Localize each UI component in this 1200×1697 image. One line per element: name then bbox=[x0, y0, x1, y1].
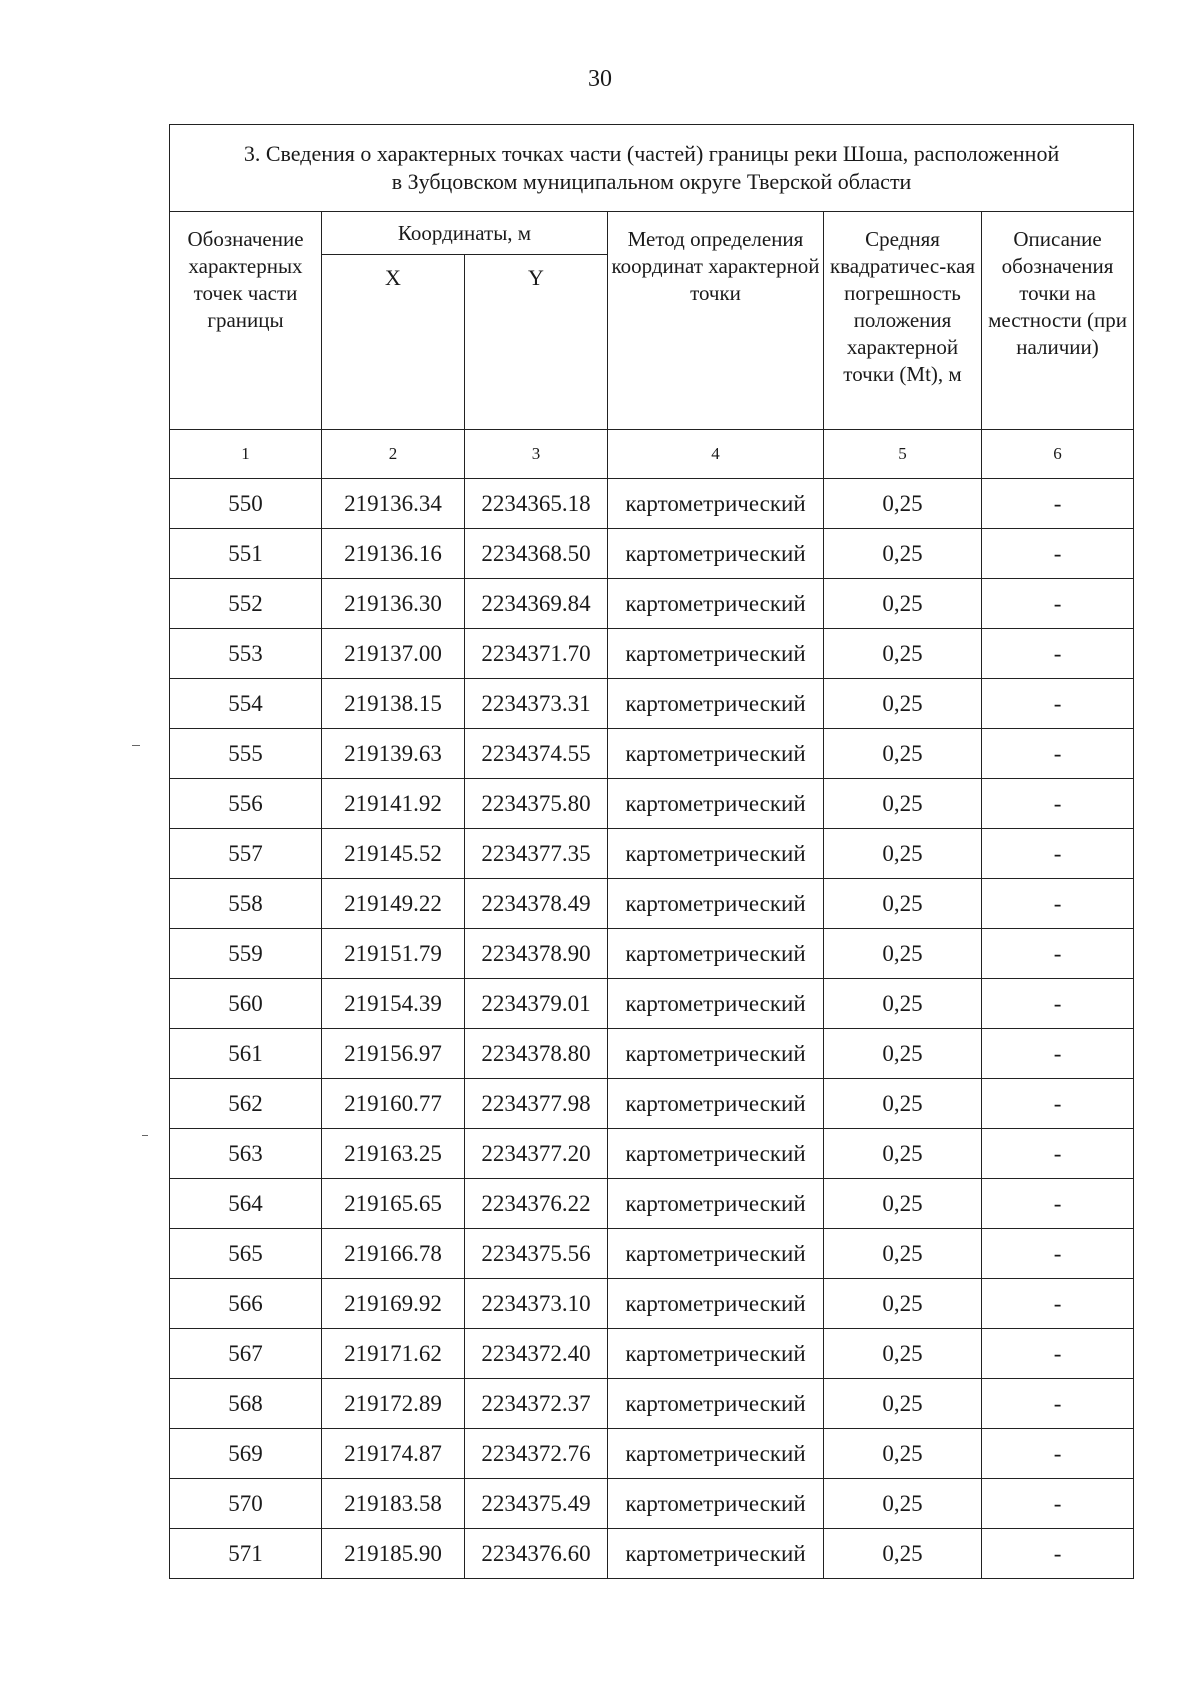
row-description: - bbox=[982, 1129, 1134, 1179]
table-row bbox=[170, 579, 1134, 629]
row-point-id: 567 bbox=[170, 1329, 322, 1379]
row-y-coordinate: 2234373.31 bbox=[465, 679, 608, 729]
table-row bbox=[170, 929, 1134, 979]
table-row bbox=[170, 729, 1134, 779]
row-y-coordinate: 2234368.50 bbox=[465, 529, 608, 579]
row-description: - bbox=[982, 629, 1134, 679]
row-point-id: 556 bbox=[170, 779, 322, 829]
table-row bbox=[170, 479, 1134, 529]
row-point-id: 563 bbox=[170, 1129, 322, 1179]
row-point-id: 557 bbox=[170, 829, 322, 879]
row-y-coordinate: 2234372.76 bbox=[465, 1429, 608, 1479]
table-row bbox=[170, 679, 1134, 729]
row-method: картометрический bbox=[608, 529, 824, 579]
table-row bbox=[170, 1429, 1134, 1479]
row-point-id: 550 bbox=[170, 479, 322, 529]
table-title-line2: в Зубцовском муниципальном округе Тверской области bbox=[391, 169, 912, 194]
row-method: картометрический bbox=[608, 1129, 824, 1179]
row-error: 0,25 bbox=[824, 1279, 982, 1329]
row-method: картометрический bbox=[608, 979, 824, 1029]
row-description: - bbox=[982, 1479, 1134, 1529]
row-error: 0,25 bbox=[824, 1129, 982, 1179]
header-x: X bbox=[322, 255, 465, 430]
row-description: - bbox=[982, 779, 1134, 829]
row-error: 0,25 bbox=[824, 1029, 982, 1079]
row-point-id: 551 bbox=[170, 529, 322, 579]
row-y-coordinate: 2234377.20 bbox=[465, 1129, 608, 1179]
row-x-coordinate: 219141.92 bbox=[322, 779, 465, 829]
row-method: картометрический bbox=[608, 1179, 824, 1229]
row-error: 0,25 bbox=[824, 1479, 982, 1529]
header-method: Метод определения координат характерной точки bbox=[608, 212, 824, 430]
row-x-coordinate: 219145.52 bbox=[322, 829, 465, 879]
row-description: - bbox=[982, 529, 1134, 579]
row-method: картометрический bbox=[608, 579, 824, 629]
row-error: 0,25 bbox=[824, 679, 982, 729]
row-x-coordinate: 219171.62 bbox=[322, 1329, 465, 1379]
row-error: 0,25 bbox=[824, 929, 982, 979]
row-x-coordinate: 219172.89 bbox=[322, 1379, 465, 1429]
row-method: картометрический bbox=[608, 1479, 824, 1529]
row-error: 0,25 bbox=[824, 579, 982, 629]
header-error: Средняя квадратичес-кая погрешность положения характерной точки (Mt), м bbox=[824, 212, 982, 430]
row-x-coordinate: 219136.34 bbox=[322, 479, 465, 529]
row-description: - bbox=[982, 479, 1134, 529]
table-row bbox=[170, 829, 1134, 879]
row-method: картометрический bbox=[608, 479, 824, 529]
row-error: 0,25 bbox=[824, 729, 982, 779]
table-row bbox=[170, 1279, 1134, 1329]
row-method: картометрический bbox=[608, 929, 824, 979]
row-method: картометрический bbox=[608, 779, 824, 829]
row-error: 0,25 bbox=[824, 629, 982, 679]
row-error: 0,25 bbox=[824, 829, 982, 879]
column-number-row bbox=[170, 430, 1134, 479]
row-method: картометрический bbox=[608, 729, 824, 779]
table-row bbox=[170, 1229, 1134, 1279]
row-method: картометрический bbox=[608, 679, 824, 729]
table-row bbox=[170, 629, 1134, 679]
row-y-coordinate: 2234369.84 bbox=[465, 579, 608, 629]
row-y-coordinate: 2234378.80 bbox=[465, 1029, 608, 1079]
row-error: 0,25 bbox=[824, 779, 982, 829]
row-method: картометрический bbox=[608, 629, 824, 679]
row-error: 0,25 bbox=[824, 529, 982, 579]
row-y-coordinate: 2234376.60 bbox=[465, 1529, 608, 1579]
column-number: 5 bbox=[824, 430, 982, 479]
row-point-id: 566 bbox=[170, 1279, 322, 1329]
row-x-coordinate: 219185.90 bbox=[322, 1529, 465, 1579]
row-description: - bbox=[982, 929, 1134, 979]
page-number: 30 bbox=[588, 66, 612, 92]
table-row bbox=[170, 779, 1134, 829]
row-point-id: 553 bbox=[170, 629, 322, 679]
row-method: картометрический bbox=[608, 1279, 824, 1329]
row-description: - bbox=[982, 1179, 1134, 1229]
row-point-id: 568 bbox=[170, 1379, 322, 1429]
row-x-coordinate: 219154.39 bbox=[322, 979, 465, 1029]
row-description: - bbox=[982, 1079, 1134, 1129]
row-x-coordinate: 219156.97 bbox=[322, 1029, 465, 1079]
column-number: 4 bbox=[608, 430, 824, 479]
row-method: картометрический bbox=[608, 829, 824, 879]
row-point-id: 562 bbox=[170, 1079, 322, 1129]
row-method: картометрический bbox=[608, 1079, 824, 1129]
row-x-coordinate: 219160.77 bbox=[322, 1079, 465, 1129]
row-y-coordinate: 2234375.56 bbox=[465, 1229, 608, 1279]
row-point-id: 552 bbox=[170, 579, 322, 629]
row-description: - bbox=[982, 829, 1134, 879]
row-x-coordinate: 219163.25 bbox=[322, 1129, 465, 1179]
row-x-coordinate: 219138.15 bbox=[322, 679, 465, 729]
row-y-coordinate: 2234377.98 bbox=[465, 1079, 608, 1129]
row-x-coordinate: 219169.92 bbox=[322, 1279, 465, 1329]
row-description: - bbox=[982, 1279, 1134, 1329]
row-point-id: 554 bbox=[170, 679, 322, 729]
table-row bbox=[170, 1179, 1134, 1229]
row-x-coordinate: 219136.16 bbox=[322, 529, 465, 579]
row-y-coordinate: 2234378.90 bbox=[465, 929, 608, 979]
table-row bbox=[170, 1029, 1134, 1079]
row-error: 0,25 bbox=[824, 879, 982, 929]
row-x-coordinate: 219174.87 bbox=[322, 1429, 465, 1479]
row-description: - bbox=[982, 1229, 1134, 1279]
row-point-id: 570 bbox=[170, 1479, 322, 1529]
row-point-id: 561 bbox=[170, 1029, 322, 1079]
row-method: картометрический bbox=[608, 1229, 824, 1279]
header-description: Описание обозначения точки на местности (при наличии) bbox=[982, 212, 1134, 430]
row-point-id: 569 bbox=[170, 1429, 322, 1479]
header-point: Обозначение характерных точек части границы bbox=[170, 212, 322, 430]
row-method: картометрический bbox=[608, 879, 824, 929]
table-row bbox=[170, 1079, 1134, 1129]
table-row bbox=[170, 979, 1134, 1029]
row-x-coordinate: 219165.65 bbox=[322, 1179, 465, 1229]
row-error: 0,25 bbox=[824, 1079, 982, 1129]
row-method: картометрический bbox=[608, 1429, 824, 1479]
row-description: - bbox=[982, 679, 1134, 729]
row-point-id: 559 bbox=[170, 929, 322, 979]
row-y-coordinate: 2234374.55 bbox=[465, 729, 608, 779]
row-method: картометрический bbox=[608, 1329, 824, 1379]
row-description: - bbox=[982, 1329, 1134, 1379]
row-point-id: 558 bbox=[170, 879, 322, 929]
row-y-coordinate: 2234371.70 bbox=[465, 629, 608, 679]
row-x-coordinate: 219183.58 bbox=[322, 1479, 465, 1529]
row-description: - bbox=[982, 579, 1134, 629]
row-description: - bbox=[982, 1529, 1134, 1579]
row-error: 0,25 bbox=[824, 979, 982, 1029]
row-method: картометрический bbox=[608, 1029, 824, 1079]
scan-mark bbox=[142, 1135, 148, 1136]
column-number: 2 bbox=[322, 430, 465, 479]
row-x-coordinate: 219139.63 bbox=[322, 729, 465, 779]
row-x-coordinate: 219166.78 bbox=[322, 1229, 465, 1279]
row-y-coordinate: 2234373.10 bbox=[465, 1279, 608, 1329]
header-coordinates: Координаты, м bbox=[322, 212, 608, 255]
row-error: 0,25 bbox=[824, 1379, 982, 1429]
table-title-line1: 3. Сведения о характерных точках части (частей) границы реки Шоша, расположенной bbox=[243, 141, 1060, 166]
row-y-coordinate: 2234379.01 bbox=[465, 979, 608, 1029]
row-error: 0,25 bbox=[824, 1179, 982, 1229]
column-number: 1 bbox=[170, 430, 322, 479]
row-description: - bbox=[982, 979, 1134, 1029]
row-description: - bbox=[982, 729, 1134, 779]
table-row bbox=[170, 1529, 1134, 1579]
row-error: 0,25 bbox=[824, 479, 982, 529]
row-description: - bbox=[982, 1029, 1134, 1079]
row-description: - bbox=[982, 1429, 1134, 1479]
row-point-id: 555 bbox=[170, 729, 322, 779]
table-row bbox=[170, 879, 1134, 929]
row-point-id: 565 bbox=[170, 1229, 322, 1279]
table-title bbox=[170, 125, 1134, 212]
row-y-coordinate: 2234377.35 bbox=[465, 829, 608, 879]
row-x-coordinate: 219136.30 bbox=[322, 579, 465, 629]
row-x-coordinate: 219137.00 bbox=[322, 629, 465, 679]
row-y-coordinate: 2234365.18 bbox=[465, 479, 608, 529]
row-y-coordinate: 2234378.49 bbox=[465, 879, 608, 929]
row-method: картометрический bbox=[608, 1529, 824, 1579]
row-y-coordinate: 2234375.49 bbox=[465, 1479, 608, 1529]
row-error: 0,25 bbox=[824, 1529, 982, 1579]
row-point-id: 571 bbox=[170, 1529, 322, 1579]
table-row bbox=[170, 1329, 1134, 1379]
table-row bbox=[170, 1479, 1134, 1529]
table-row bbox=[170, 529, 1134, 579]
row-method: картометрический bbox=[608, 1379, 824, 1429]
table-row bbox=[170, 1129, 1134, 1179]
row-point-id: 564 bbox=[170, 1179, 322, 1229]
row-x-coordinate: 219151.79 bbox=[322, 929, 465, 979]
table-row bbox=[170, 1379, 1134, 1429]
row-y-coordinate: 2234372.37 bbox=[465, 1379, 608, 1429]
row-error: 0,25 bbox=[824, 1329, 982, 1379]
row-error: 0,25 bbox=[824, 1429, 982, 1479]
row-point-id: 560 bbox=[170, 979, 322, 1029]
header-y: Y bbox=[465, 255, 608, 430]
column-number: 3 bbox=[465, 430, 608, 479]
boundary-points-table bbox=[169, 124, 1134, 1579]
column-number: 6 bbox=[982, 430, 1134, 479]
row-y-coordinate: 2234372.40 bbox=[465, 1329, 608, 1379]
row-description: - bbox=[982, 1379, 1134, 1429]
row-error: 0,25 bbox=[824, 1229, 982, 1279]
scan-mark bbox=[132, 745, 140, 746]
row-x-coordinate: 219149.22 bbox=[322, 879, 465, 929]
row-description: - bbox=[982, 879, 1134, 929]
row-y-coordinate: 2234375.80 bbox=[465, 779, 608, 829]
row-y-coordinate: 2234376.22 bbox=[465, 1179, 608, 1229]
